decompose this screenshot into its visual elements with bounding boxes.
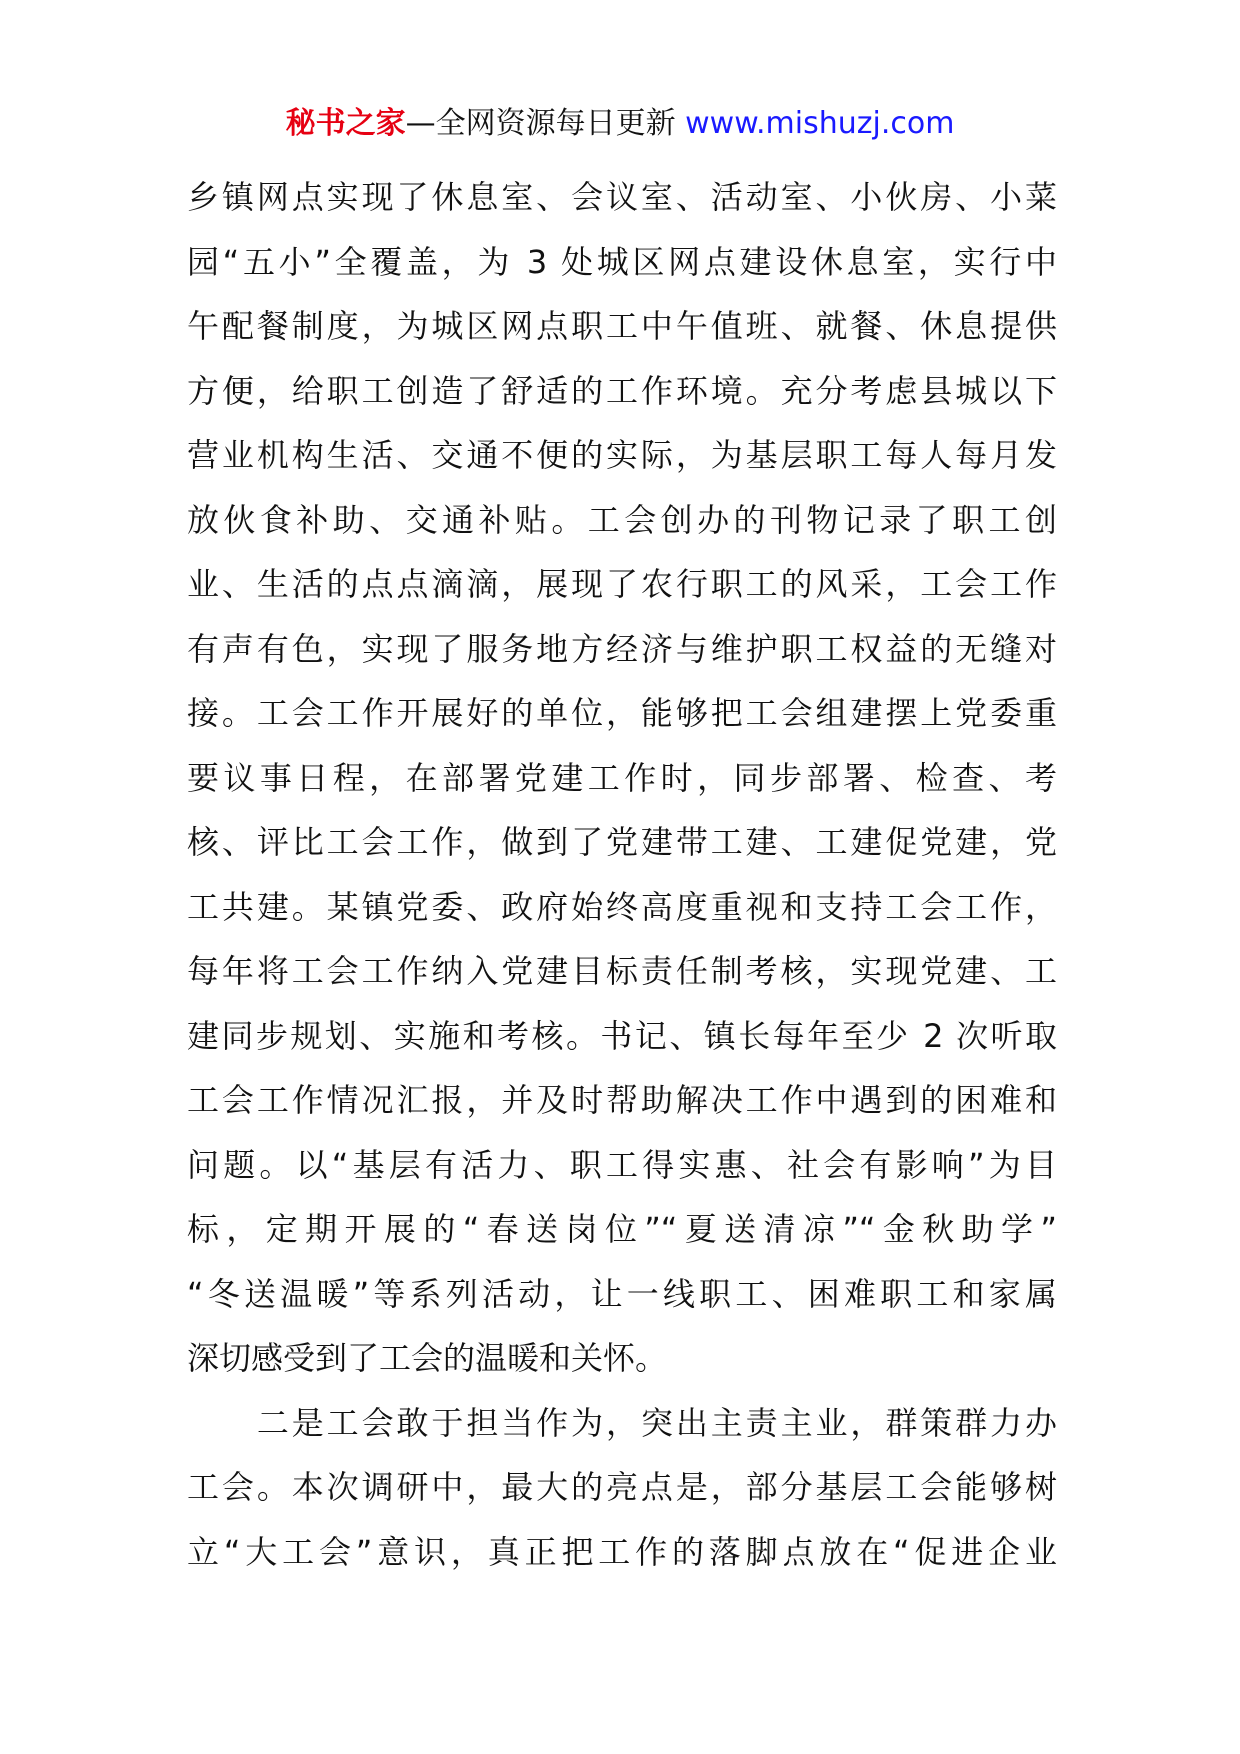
text-line: 业、生活的点点滴滴，展现了农行职工的风采，工会工作 bbox=[187, 565, 1057, 603]
text-line: 每年将工会工作纳入党建目标责任制考核，实现党建、工 bbox=[187, 952, 1057, 990]
text-line: 午配餐制度，为城区网点职工中午值班、就餐、休息提供 bbox=[187, 307, 1057, 345]
paragraph-end-line: 深切感受到了工会的温暖和关怀。 bbox=[187, 1339, 668, 1377]
text-line: 放伙食补助、交通补贴。工会创办的刊物记录了职工创 bbox=[187, 500, 1057, 539]
text-line: 问题。以“基层有活力、职工得实惠、社会有影响”为目 bbox=[187, 1145, 1057, 1184]
text-line: 工共建。某镇党委、政府始终高度重视和支持工会工作， bbox=[187, 887, 1057, 926]
body-text bbox=[187, 165, 1057, 1584]
site-brand: 秘书之家 bbox=[285, 106, 406, 141]
site-url-link[interactable]: www.mishuzj.com bbox=[685, 106, 955, 141]
text-line: 乡镇网点实现了休息室、会议室、活动室、小伙房、小菜 bbox=[187, 178, 1057, 216]
text-line: 接。工会工作开展好的单位，能够把工会组建摆上党委重 bbox=[187, 694, 1057, 732]
text-line: 二是工会敢于担当作为，突出主责主业，群策群力办 bbox=[187, 1403, 1057, 1442]
site-tagline: —全网资源每日更新 bbox=[405, 106, 686, 141]
text-line: 营业机构生活、交通不便的实际，为基层职工每人每月发 bbox=[187, 436, 1057, 474]
text-line: “冬送温暖”等系列活动，让一线职工、困难职工和家属 bbox=[187, 1274, 1057, 1313]
text-line: 要议事日程，在部署党建工作时，同步部署、检查、考 bbox=[187, 758, 1057, 797]
text-line: 立“大工会”意识，真正把工作的落脚点放在“促进企业 bbox=[187, 1532, 1057, 1571]
text-line: 有声有色，实现了服务地方经济与维护职工权益的无缝对 bbox=[187, 629, 1057, 668]
page-header bbox=[0, 104, 1240, 144]
text-line: 方便，给职工创造了舒适的工作环境。充分考虑县城以下 bbox=[187, 371, 1057, 410]
text-line: 工会。本次调研中，最大的亮点是，部分基层工会能够树 bbox=[187, 1468, 1057, 1506]
text-line: 建同步规划、实施和考核。书记、镇长每年至少 2 次听取 bbox=[187, 1016, 1057, 1055]
text-line: 园“五小”全覆盖，为 3 处城区网点建设休息室，实行中 bbox=[187, 242, 1057, 281]
text-line: 工会工作情况汇报，并及时帮助解决工作中遇到的困难和 bbox=[187, 1081, 1057, 1119]
text-line: 核、评比工会工作，做到了党建带工建、工建促党建，党 bbox=[187, 823, 1057, 861]
text-line: 标，定期开展的“春送岗位”“夏送清凉”“金秋助学” bbox=[187, 1210, 1057, 1248]
